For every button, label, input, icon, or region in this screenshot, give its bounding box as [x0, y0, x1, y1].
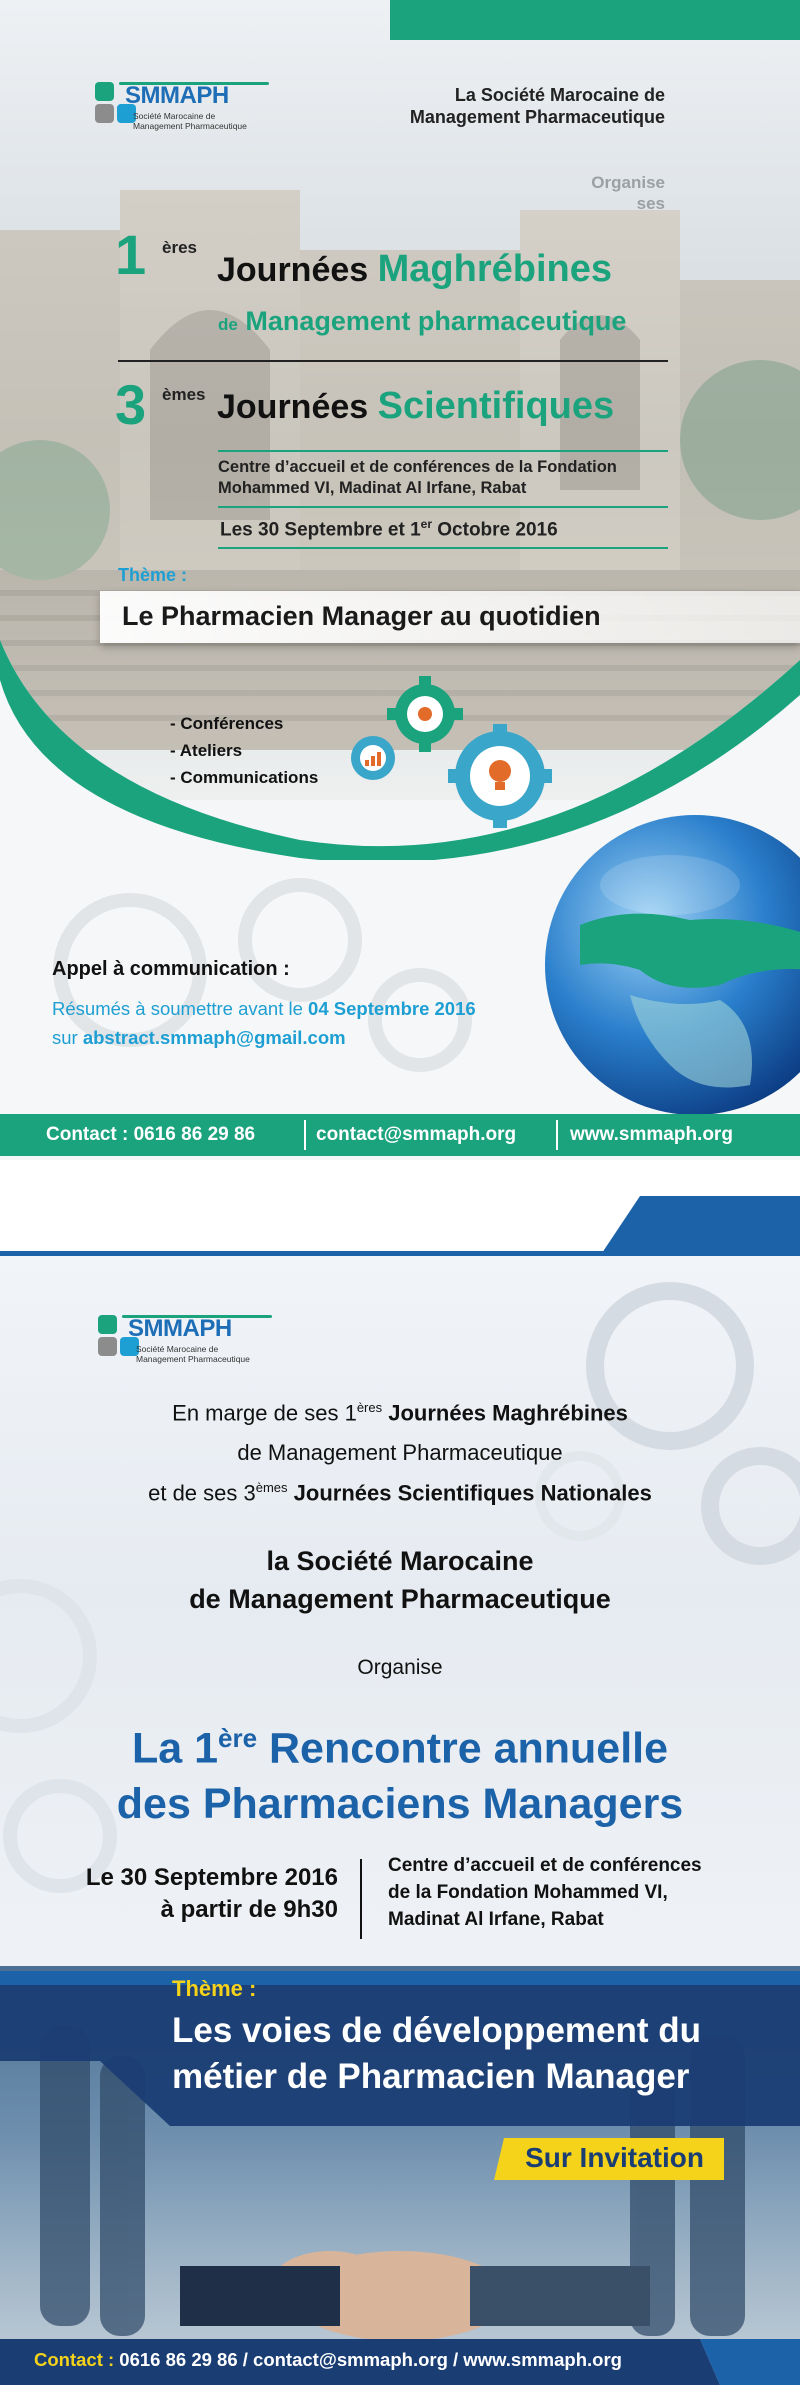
- organizer-name: La Société Marocaine de Management Pharmaceutique: [409, 85, 665, 127]
- poster-2: [0, 1196, 800, 2385]
- call-for-papers-title: Appel à communication :: [52, 958, 290, 980]
- theme-text: Le Pharmacien Manager au quotidien: [122, 601, 601, 631]
- intro-line-3: et de ses 3èmes Journées Scientifiques Nationales: [148, 1480, 652, 1506]
- activities-list: [170, 710, 318, 791]
- poster-1: [0, 0, 800, 1160]
- event2-number: 3: [115, 373, 147, 436]
- smmaph-logo: [98, 1311, 288, 1371]
- event1-suffix: ères: [162, 238, 197, 257]
- event1-title: Journées Maghrébines: [217, 248, 613, 290]
- smmaph-logo: [95, 78, 285, 138]
- contact-line: Contact : 0616 86 29 86 / contact@smmaph.org / www.smmaph.org: [34, 2349, 622, 2370]
- separator: [360, 1859, 362, 1939]
- abstract-email-link[interactable]: abstract.smmaph@gmail.com: [82, 1027, 346, 1048]
- intro-line-1: En marge de ses 1ères Journées Maghrébines: [172, 1400, 628, 1426]
- logo-name: SMMAPH: [128, 1315, 232, 1342]
- event-venue: Centre d’accueil et de conférences de la Fondation Mohammed VI, Madinat Al Irfane, Rabat: [218, 458, 617, 497]
- logo-name: SMMAPH: [125, 82, 229, 109]
- activity-item: - Communications: [170, 768, 319, 787]
- organise-text: Organise: [357, 1656, 443, 1679]
- theme-label: Thème :: [118, 565, 188, 585]
- invitation-text: Sur Invitation: [525, 2142, 704, 2173]
- contact-email-link[interactable]: contact@smmaph.org: [316, 1124, 517, 1145]
- logo-subtitle: Société Marocaine de Management Pharmaceutique: [136, 1344, 250, 1364]
- intro-line-2: de Management Pharmaceutique: [237, 1440, 563, 1465]
- contact-bar: [0, 1114, 800, 1156]
- contact-phone: Contact : 0616 86 29 86: [46, 1124, 256, 1145]
- divider-line: [118, 360, 668, 362]
- divider-line: [218, 506, 668, 508]
- call-email: sur abstract.smmaph@gmail.com: [52, 1027, 346, 1048]
- globe-illustration: [520, 795, 800, 1115]
- event-date: Le 30 Septembre 2016 à partir de 9h30: [85, 1864, 338, 1923]
- divider-line: [218, 547, 668, 549]
- event1-subtitle: de Management pharmaceutique: [218, 306, 627, 336]
- call-deadline: Résumés à soumettre avant le 04 Septembre 2016: [52, 998, 476, 1019]
- organise-text: Organise ses: [591, 173, 665, 213]
- activity-item: - Conférences: [170, 714, 284, 733]
- divider-line: [218, 450, 668, 452]
- separator: [304, 1120, 306, 1150]
- event-title: La 1ère Rencontre annuelle des Pharmaciens Managers: [116, 1723, 684, 1829]
- logo-subtitle: Société Marocaine de Management Pharmaceutique: [133, 111, 247, 131]
- event-dates: Les 30 Septembre et 1er Octobre 2016: [220, 517, 558, 541]
- event2-suffix: èmes: [162, 385, 206, 404]
- separator: [556, 1120, 558, 1150]
- website-link[interactable]: www.smmaph.org: [570, 1124, 733, 1145]
- event-venue: Centre d’accueil et de conférences de la Fondation Mohammed VI, Madinat Al Irfane, Rabat: [388, 1855, 702, 1930]
- top-accent-bar: [390, 0, 800, 40]
- top-blue-band: [0, 1196, 800, 1256]
- theme-text: Les voies de développement du métier de Pharmacien Manager: [172, 2011, 702, 2096]
- event1-number: 1: [115, 223, 147, 286]
- society-name: la Société Marocaine de Management Pharmaceutique: [189, 1546, 611, 1614]
- theme-label: Thème :: [172, 1976, 257, 2001]
- event2-title: Journées Scientifiques: [217, 385, 615, 427]
- activity-item: - Ateliers: [170, 741, 243, 760]
